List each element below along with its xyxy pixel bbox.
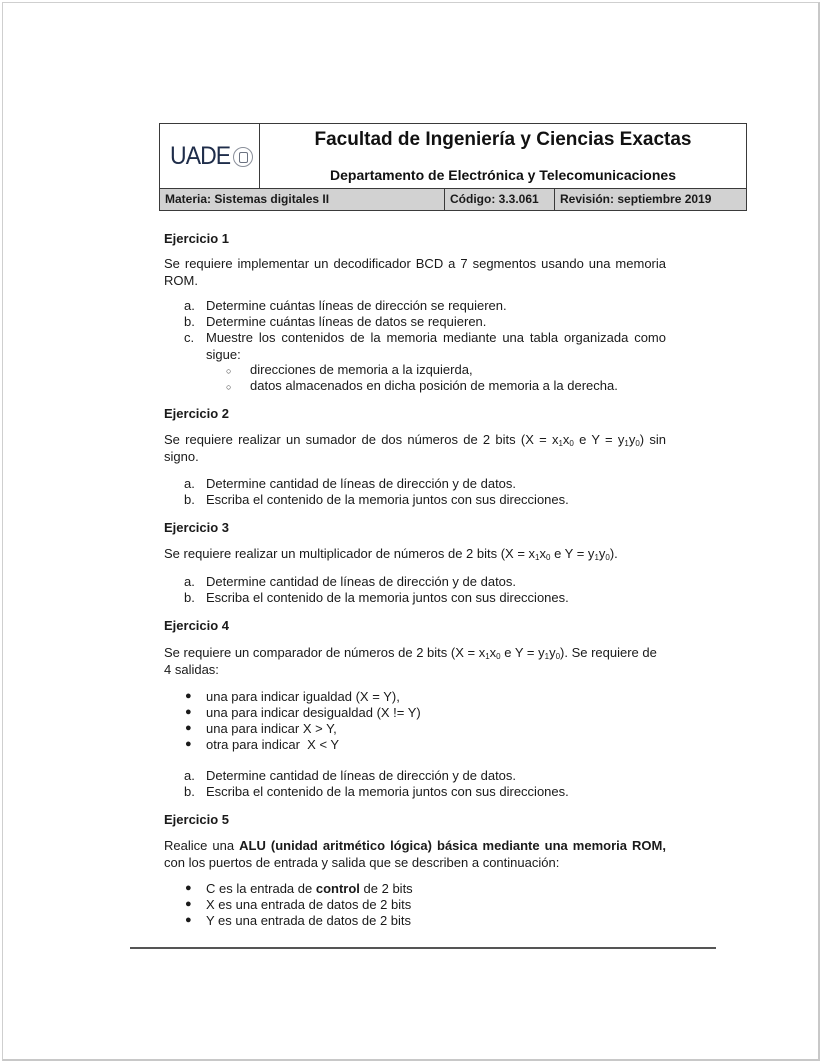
exercise-1-subitem-1 — [226, 362, 666, 379]
page-bottom-divider — [130, 947, 716, 949]
list-item-text: una para indicar desigualdad (X != Y) — [206, 705, 421, 720]
exercise-5-bullet-3 — [184, 913, 411, 930]
list-marker: b. — [184, 590, 195, 605]
exercise-1-subitem-2 — [226, 378, 666, 395]
exercise-4-item-a — [184, 768, 666, 785]
list-marker: a. — [184, 768, 195, 783]
exercise-4-item-b — [184, 784, 666, 801]
exercise-3-statement: Se requiere realizar un multiplicador de números de 2 bits ($X = x_1x_0$ e $Y = y_1y_0$). — [164, 546, 618, 562]
list-item-text: Escriba el contenido de la memoria juntos con sus direcciones. — [206, 590, 569, 605]
list-item-text: Determine cuántas líneas de dirección se requieren. — [206, 298, 507, 313]
uade-logo — [170, 142, 253, 171]
list-marker: b. — [184, 784, 195, 799]
exercise-4-bullet-2 — [184, 705, 421, 722]
list-item-text: Muestre los contenidos de la memoria mediante una tabla organizada como sigue: — [206, 330, 666, 362]
bullet-icon: ● — [185, 898, 192, 910]
list-item-text: otra para indicar X < Y — [206, 737, 340, 752]
exercise-3-item-b — [184, 590, 666, 607]
hollow-bullet-icon: ○ — [226, 366, 232, 376]
list-marker: b. — [184, 314, 195, 329]
exercise-1-item-c — [184, 330, 666, 363]
bullet-icon: ● — [185, 882, 192, 894]
list-item-text: Determine cantidad de líneas de dirección y de datos. — [206, 476, 517, 491]
list-item-text: C es la entrada de control de 2 bits — [206, 881, 413, 896]
list-marker: c. — [184, 330, 195, 345]
exercise-5-statement: Realice una ALU (unidad aritmético lógica) básica mediante una memoria ROM, con los puertos de entrada y salida que se describen a continuación: — [164, 838, 666, 870]
department-title: Departamento de Electrónica y Telecomunicaciones — [330, 167, 676, 183]
list-item-text: datos almacenados en dicha posición de memoria a la derecha. — [250, 378, 618, 393]
bullet-icon: ● — [185, 914, 192, 926]
list-marker: a. — [184, 476, 195, 491]
document-header-table — [159, 123, 747, 211]
exercise-1-item-a — [184, 298, 666, 315]
list-item-text: Escriba el contenido de la memoria juntos con sus direcciones. — [206, 492, 569, 507]
list-item-text: una para indicar X > Y, — [206, 721, 337, 736]
exercise-4-bullet-3 — [184, 721, 337, 738]
faculty-title: Facultad de Ingeniería y Ciencias Exactas — [314, 129, 692, 150]
list-item-text: Determine cantidad de líneas de dirección y de datos. — [206, 574, 517, 589]
logo-text: UADE — [170, 142, 231, 170]
exercise-3-title: Ejercicio 3 — [164, 520, 230, 535]
course-meta-row — [160, 188, 746, 210]
hollow-bullet-icon: ○ — [226, 382, 232, 392]
list-marker: a. — [184, 298, 195, 313]
list-item-text: Determine cuántas líneas de datos se requieren. — [206, 314, 487, 329]
exercise-4-statement: Se requiere un comparador de números de 2 bits ($X = x_1x_0$ e $Y = y_1y_0$). Se requiere de 4 salidas: — [164, 645, 657, 677]
exercise-3-item-a — [184, 574, 666, 591]
exercise-5-bullet-2 — [184, 897, 411, 914]
exercise-1-statement: Se requiere implementar un decodificador BCD a 7 segmentos usando una memoria ROM. — [164, 256, 666, 288]
logo-cell — [160, 124, 260, 188]
exercise-2-item-a — [184, 476, 666, 493]
course-name: Materia: Sistemas digitales II — [165, 192, 330, 206]
list-item-text: X es una entrada de datos de 2 bits — [206, 897, 412, 912]
exercise-4-bullet-4 — [184, 737, 339, 754]
exercise-5-bullet-1 — [184, 881, 413, 898]
bullet-icon: ● — [185, 722, 192, 734]
exercise-2-title: Ejercicio 2 — [164, 406, 230, 421]
exercise-4-bullet-1 — [184, 689, 400, 706]
bullet-icon: ● — [185, 706, 192, 718]
bullet-icon: ● — [185, 738, 192, 750]
exercise-5-title: Ejercicio 5 — [164, 812, 230, 827]
university-seal-icon — [233, 147, 253, 167]
revision-date: Revisión: septiembre 2019 — [554, 189, 746, 210]
list-item-text: una para indicar igualdad (X = Y), — [206, 689, 400, 704]
exercise-2-item-b — [184, 492, 666, 509]
exercise-4-title: Ejercicio 4 — [164, 618, 230, 633]
exercise-1-item-b — [184, 314, 666, 331]
list-marker: b. — [184, 492, 195, 507]
list-item-text: Determine cantidad de líneas de dirección y de datos. — [206, 768, 517, 783]
list-item-text: Escriba el contenido de la memoria juntos con sus direcciones. — [206, 784, 569, 799]
exercise-1-title: Ejercicio 1 — [164, 231, 230, 246]
list-item-text: Y es una entrada de datos de 2 bits — [206, 913, 412, 928]
list-marker: a. — [184, 574, 195, 589]
bullet-icon: ● — [185, 690, 192, 702]
exercise-2-statement: Se requiere realizar un sumador de dos números de 2 bits ($X = x_1x_0$ e $Y = y_1y_0$) sin signo. — [164, 432, 666, 464]
course-code: Código: 3.3.061 — [444, 189, 554, 210]
title-cell — [260, 124, 746, 188]
list-item-text: direcciones de memoria a la izquierda, — [250, 362, 473, 377]
